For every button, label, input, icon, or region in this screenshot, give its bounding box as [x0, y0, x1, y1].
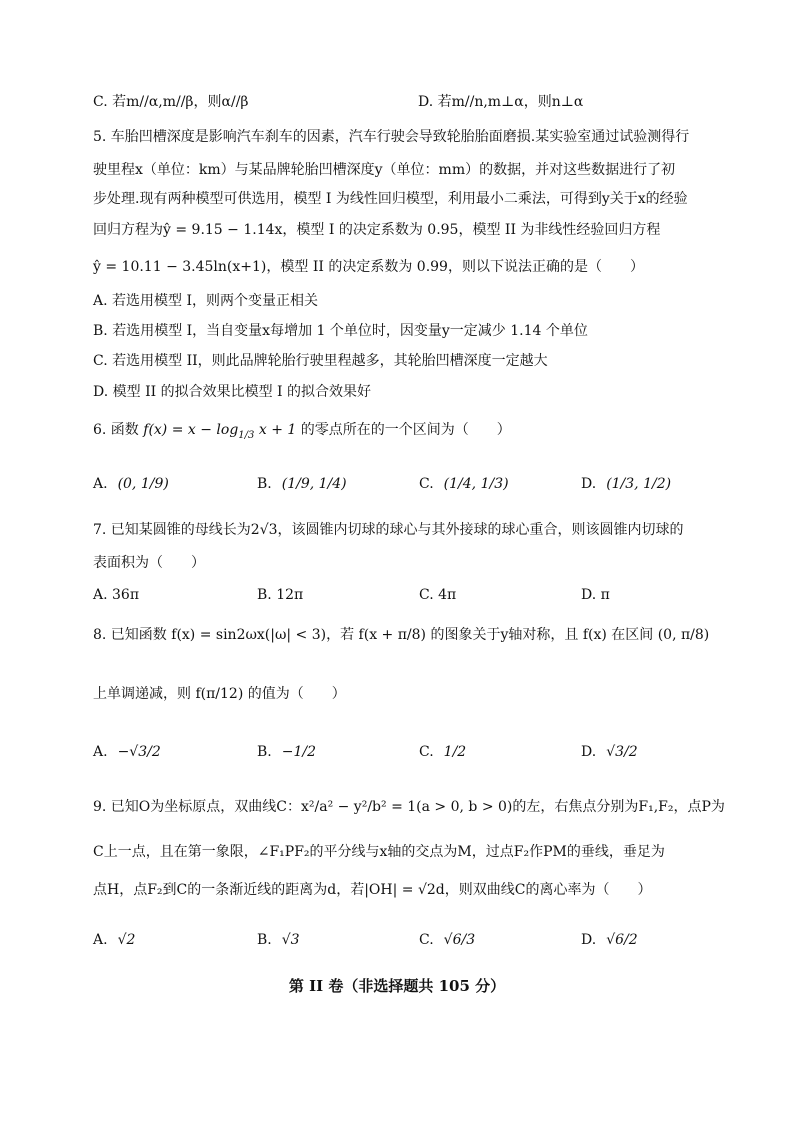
q6-option-c-value: (1/4, 1/3) — [443, 476, 509, 492]
q7-stem-line-2: 表面积为（ ） — [93, 555, 205, 571]
q9-option-c-label: C. — [419, 932, 434, 948]
q8-stem-line-1: 8. 已知函数 f(x) = sin2ωx(|ω| < 3)，若 f(x + π/8) 的图象关于y轴对称，且 f(x) 在区间 (0, π/8) — [93, 627, 710, 643]
q6-stem-prefix: 6. 函数 — [93, 422, 139, 438]
q8-option-c-label: C. — [419, 744, 434, 760]
q8-option-c — [419, 728, 466, 776]
q9-option-b-label: B. — [257, 932, 272, 948]
q6-option-c-label: C. — [419, 476, 434, 492]
q7-option-b: B. 12π — [257, 587, 304, 603]
section-heading: 第 II 卷（非选择题共 105 分） — [288, 977, 506, 995]
q8-option-d-label: D. — [581, 744, 597, 760]
q6-options — [93, 460, 713, 508]
q9-option-c-value: √6/3 — [443, 932, 476, 948]
q6-option-d — [581, 460, 671, 508]
q9-option-d — [581, 916, 638, 964]
q6-option-a-value: (0, 1/9) — [117, 476, 169, 492]
q8-option-a-value: −√3/2 — [117, 744, 161, 760]
q8-option-d-value: √3/2 — [606, 744, 638, 760]
q6-log-base: 1/3 — [238, 429, 255, 441]
q8-option-d — [581, 728, 638, 776]
q5-stem-line-2: 驶里程x（单位：km）与某品牌轮胎凹槽深度y（单位：mm）的数据，并对这些数据进行了初 — [93, 162, 676, 178]
q6-option-b — [257, 460, 347, 508]
q9-stem-line-2: C上一点，且在第一象限，∠F₁PF₂的平分线与x轴的交点为M，过点F₂作PM的垂线，垂足为 — [93, 844, 665, 860]
q6-option-a — [93, 460, 169, 508]
q7-option-a: A. 36π — [93, 587, 140, 603]
q5-stem-line-5: ŷ = 10.11 − 3.45ln(x+1)，模型 II 的决定系数为 0.99，则以下说法正确的是（ ） — [93, 259, 644, 275]
q9-stem-line-3: 点H，点F₂到C的一条渐近线的距离为d，若|OH| = √2d，则双曲线C的离心率为（ ） — [93, 882, 652, 898]
q8-options — [93, 728, 713, 776]
q6-function: f(x) = x − log — [143, 422, 239, 438]
q9-option-a-label: A. — [93, 932, 108, 948]
q9-option-b-value: √3 — [281, 932, 300, 948]
q9-stem-line-1: 9. 已知O为坐标原点，双曲线C：x²/a² − y²/b² = 1(a > 0, b > 0)的左，右焦点分别为F₁,F₂，点P为 — [93, 799, 725, 815]
q6-option-b-label: B. — [257, 476, 272, 492]
q6-option-b-value: (1/9, 1/4) — [281, 476, 347, 492]
q8-option-b — [257, 728, 316, 776]
q6-function-tail: x + 1 — [258, 422, 297, 438]
q8-option-b-value: −1/2 — [281, 744, 317, 760]
q4-option-d: D. 若m//n,m⊥α，则n⊥α — [418, 94, 584, 110]
q9-option-a — [93, 916, 135, 964]
q8-stem-line-2: 上单调递减，则 f(π/12) 的值为（ ） — [93, 686, 346, 702]
q7-stem-line-1: 7. 已知某圆锥的母线长为2√3，该圆锥内切球的球心与其外接球的球心重合，则该圆锥内切球的 — [93, 522, 684, 538]
q9-option-a-value: √2 — [117, 932, 136, 948]
q8-option-a-label: A. — [93, 744, 108, 760]
q9-option-c — [419, 916, 475, 964]
q5-stem-line-1: 5. 车胎凹槽深度是影响汽车刹车的因素，汽车行驶会导致轮胎胎面磨损.某实验室通过试验测得行 — [93, 129, 690, 145]
q9-option-b — [257, 916, 300, 964]
q9-option-d-label: D. — [581, 932, 597, 948]
q8-option-a — [93, 728, 161, 776]
q5-stem-line-3: 步处理.现有两种模型可供选用，模型 I 为线性回归模型，利用最小二乘法，可得到y关于x的经验 — [93, 191, 688, 207]
q8-option-c-value: 1/2 — [443, 744, 467, 760]
q4-option-c: C. 若m//α,m//β，则α//β — [93, 94, 249, 110]
q6-stem-suffix: 的零点所在的一个区间为（ ） — [300, 422, 511, 438]
q6-option-a-label: A. — [93, 476, 108, 492]
q8-option-b-label: B. — [257, 744, 272, 760]
q6-option-c — [419, 460, 509, 508]
q5-option-d: D. 模型 II 的拟合效果比模型 I 的拟合效果好 — [93, 384, 372, 400]
q6-stem — [93, 420, 511, 446]
q9-options — [93, 916, 713, 964]
q5-option-a: A. 若选用模型 I，则两个变量正相关 — [93, 293, 318, 309]
q6-option-d-label: D. — [581, 476, 597, 492]
q5-option-b: B. 若选用模型 I，当自变量x每增加 1 个单位时，因变量y一定减少 1.14 个单位 — [93, 323, 588, 339]
q7-option-c: C. 4π — [419, 587, 457, 603]
q5-option-c: C. 若选用模型 II，则此品牌轮胎行驶里程越多，其轮胎凹槽深度一定越大 — [93, 353, 548, 369]
q7-option-d: D. π — [581, 587, 610, 603]
q9-option-d-value: √6/2 — [606, 932, 638, 948]
q6-option-d-value: (1/3, 1/2) — [606, 476, 672, 492]
q5-stem-line-4: 回归方程为ŷ = 9.15 − 1.14x，模型 I 的决定系数为 0.95，模型 II 为非线性经验回归方程 — [93, 222, 661, 238]
